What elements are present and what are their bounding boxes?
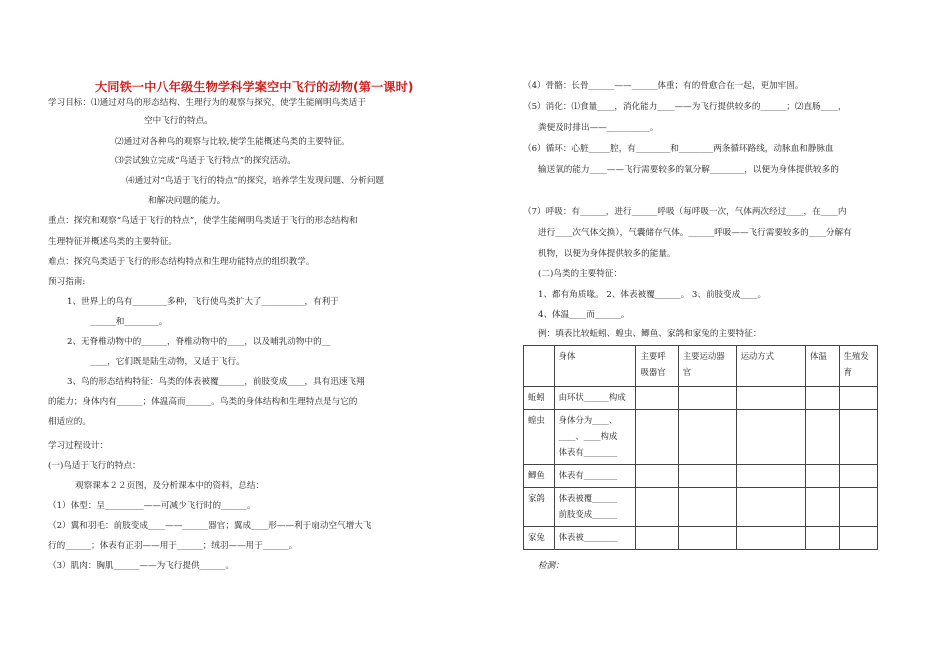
body-line: 体表被覆______ bbox=[558, 492, 618, 503]
text-line: （3）肌肉：胸肌______——为飞行提供______。 bbox=[48, 561, 234, 571]
text-line: ______和________。 bbox=[90, 317, 168, 327]
table-header-row bbox=[524, 346, 878, 387]
empty-cell[interactable] bbox=[839, 387, 877, 410]
animal-cell: 家鸽 bbox=[524, 487, 555, 526]
empty-cell[interactable] bbox=[839, 409, 877, 464]
empty-cell[interactable] bbox=[806, 526, 840, 549]
empty-cell[interactable] bbox=[736, 487, 805, 526]
empty-cell[interactable] bbox=[806, 464, 840, 487]
empty-cell[interactable] bbox=[636, 464, 678, 487]
animal-cell: 鲫鱼 bbox=[524, 464, 555, 487]
text-line: （7）呼吸：有______，进行______呼吸（每呼吸一次，气体两次经过____，在____内 bbox=[523, 207, 847, 217]
table-header-cell: 身体 bbox=[554, 346, 636, 387]
body-line: 体表有________ bbox=[558, 446, 618, 457]
body-line: 前肢变成______ bbox=[558, 508, 618, 519]
text-line: （2）翼和羽毛：前肢变成____——______器官；翼成____形——利于扇动空气增大飞 bbox=[48, 521, 372, 531]
comparison-table bbox=[523, 345, 878, 550]
text-line: ⑵通过对各种鸟的观察与比较,使学生能概述鸟类的主要特征。 bbox=[115, 137, 350, 147]
text-line: 进行____次气体交换），气囊储存气体。______呼吸——飞行需要较多的____分解有 bbox=[538, 228, 852, 238]
text-line: 3、鸟的形态结构特征：鸟类的体表被覆______，前肢变成____，具有迅速飞翔 bbox=[67, 377, 365, 387]
empty-cell[interactable] bbox=[736, 387, 805, 410]
text-line: 空中飞行的特点。 bbox=[144, 116, 213, 126]
text-line: 输送氧的能力____——飞行需要较多的氧分解________，以便为身体提供较多的 bbox=[538, 165, 839, 175]
table-row bbox=[524, 387, 878, 410]
table-row bbox=[524, 526, 878, 549]
empty-cell[interactable] bbox=[636, 526, 678, 549]
empty-cell[interactable] bbox=[839, 464, 877, 487]
text-line: 生理特征并概述鸟类的主要特征。 bbox=[48, 237, 177, 247]
animal-cell: 家兔 bbox=[524, 526, 555, 549]
body-cell bbox=[554, 526, 636, 549]
text-line: ⑷通过对“鸟适于飞行的特点”的探究，培养学生发现问题、分析问题 bbox=[126, 176, 385, 186]
table-row bbox=[524, 487, 878, 526]
text-line: （1）体型：呈_________——可减少飞行时的______。 bbox=[48, 501, 256, 511]
empty-cell[interactable] bbox=[678, 526, 736, 549]
empty-cell[interactable] bbox=[678, 487, 736, 526]
table-row bbox=[524, 409, 878, 464]
empty-cell[interactable] bbox=[806, 487, 840, 526]
empty-cell[interactable] bbox=[636, 387, 678, 410]
text-line: 重点：探究和观察“鸟适于飞行的特点”，使学生能阐明鸟类适于飞行的形态结构和 bbox=[48, 216, 358, 226]
text-line: 相适应的。 bbox=[48, 417, 91, 427]
text-line: （4）骨骼：长骨______——______体重；有的骨愈合在一起，更加牢固。 bbox=[523, 81, 804, 91]
text-line: 的能力；身体内有______；体温高而______。鸟类的身体结构和生理特点是与它的 bbox=[48, 397, 358, 407]
text-line: 和解决问题的能力。 bbox=[148, 196, 226, 206]
empty-cell[interactable] bbox=[678, 387, 736, 410]
text-line: ____，它们既是陆生动物，又适于飞行。 bbox=[90, 357, 245, 367]
empty-cell[interactable] bbox=[636, 487, 678, 526]
text-line: ⑶尝试独立完成“鸟适于飞行特点”的探究活动。 bbox=[115, 156, 296, 166]
table-header-cell: 主要运动器官 bbox=[678, 346, 736, 387]
body-cell bbox=[554, 487, 636, 526]
text-line: 机物，以便为身体提供较多的能量。 bbox=[538, 249, 676, 259]
table-header-cell: 体温 bbox=[806, 346, 840, 387]
text-line: 1、世界上的鸟有________多种，飞行使鸟类扩大了__________，有利于 bbox=[67, 297, 339, 307]
text-line: 1、都有角质喙。 2、体表被覆______。 3、前肢变成____。 bbox=[538, 290, 767, 300]
text-line: 学习过程设计： bbox=[48, 441, 109, 451]
text-line: (一)鸟适于飞行的特点： bbox=[48, 461, 141, 471]
empty-cell[interactable] bbox=[806, 387, 840, 410]
body-line: 体表被________ bbox=[558, 531, 618, 542]
body-line: 身体分为____、 bbox=[558, 414, 618, 425]
table-header-cell: 主要呼吸器官 bbox=[636, 346, 678, 387]
text-line: 学习目标：⑴通过对鸟的形态结构、生理行为的观察与探究，使学生能阐明鸟类适于 bbox=[48, 98, 366, 108]
text-line: 4、体温____而______。 bbox=[538, 310, 630, 320]
text-line: 行的______；体表有正羽——用于______；绒羽——用于______。 bbox=[48, 541, 298, 551]
text-line: 2、无脊椎动物中的______，脊椎动物中的____，以及哺乳动物中的__ bbox=[67, 337, 331, 347]
body-line: 体表有________ bbox=[558, 469, 618, 480]
body-line: ____、____构成 bbox=[558, 430, 618, 441]
empty-cell[interactable] bbox=[839, 487, 877, 526]
table-header-cell: 运动方式 bbox=[736, 346, 805, 387]
table-header-cell bbox=[524, 346, 555, 387]
body-cell bbox=[554, 464, 636, 487]
table-row bbox=[524, 464, 878, 487]
document-title: 大同铁一中八年级生物学科学案空中飞行的动物(第一课时) bbox=[95, 80, 414, 94]
animal-cell: 蝗虫 bbox=[524, 409, 555, 464]
empty-cell[interactable] bbox=[736, 409, 805, 464]
animal-cell: 蚯蚓 bbox=[524, 387, 555, 410]
text-line: （5）消化：⑴食量____，消化能力____——为飞行提供较多的______；⑵直肠____， bbox=[523, 102, 847, 112]
text-line: 粪便及时排出——__________。 bbox=[538, 123, 659, 133]
table-header-cell: 生殖发育 bbox=[839, 346, 877, 387]
body-cell bbox=[554, 409, 636, 464]
body-cell bbox=[554, 387, 636, 410]
empty-cell[interactable] bbox=[736, 464, 805, 487]
footer-label: 检测： bbox=[538, 561, 564, 571]
empty-cell[interactable] bbox=[806, 409, 840, 464]
empty-cell[interactable] bbox=[678, 464, 736, 487]
text-line: 难点：探究鸟类适于飞行的形态结构特点和生理功能特点的组织教学。 bbox=[48, 257, 315, 267]
empty-cell[interactable] bbox=[678, 409, 736, 464]
text-line: （6）循环：心脏_____腔，有________和________两条循环路线，动脉血和静脉血 bbox=[523, 144, 834, 154]
empty-cell[interactable] bbox=[636, 409, 678, 464]
text-line: (二)鸟类的主要特征： bbox=[538, 269, 623, 279]
body-line: 由环状______构成 bbox=[558, 392, 626, 402]
text-line: 观察课本２２页图，及分析课本中的资料，总结： bbox=[75, 481, 265, 491]
text-line: 预习指南: bbox=[48, 277, 86, 287]
text-line: 例：填表比较蚯蚓、蝗虫、鲫鱼、家鸽和家兔的主要特征： bbox=[538, 329, 762, 339]
empty-cell[interactable] bbox=[839, 526, 877, 549]
empty-cell[interactable] bbox=[736, 526, 805, 549]
